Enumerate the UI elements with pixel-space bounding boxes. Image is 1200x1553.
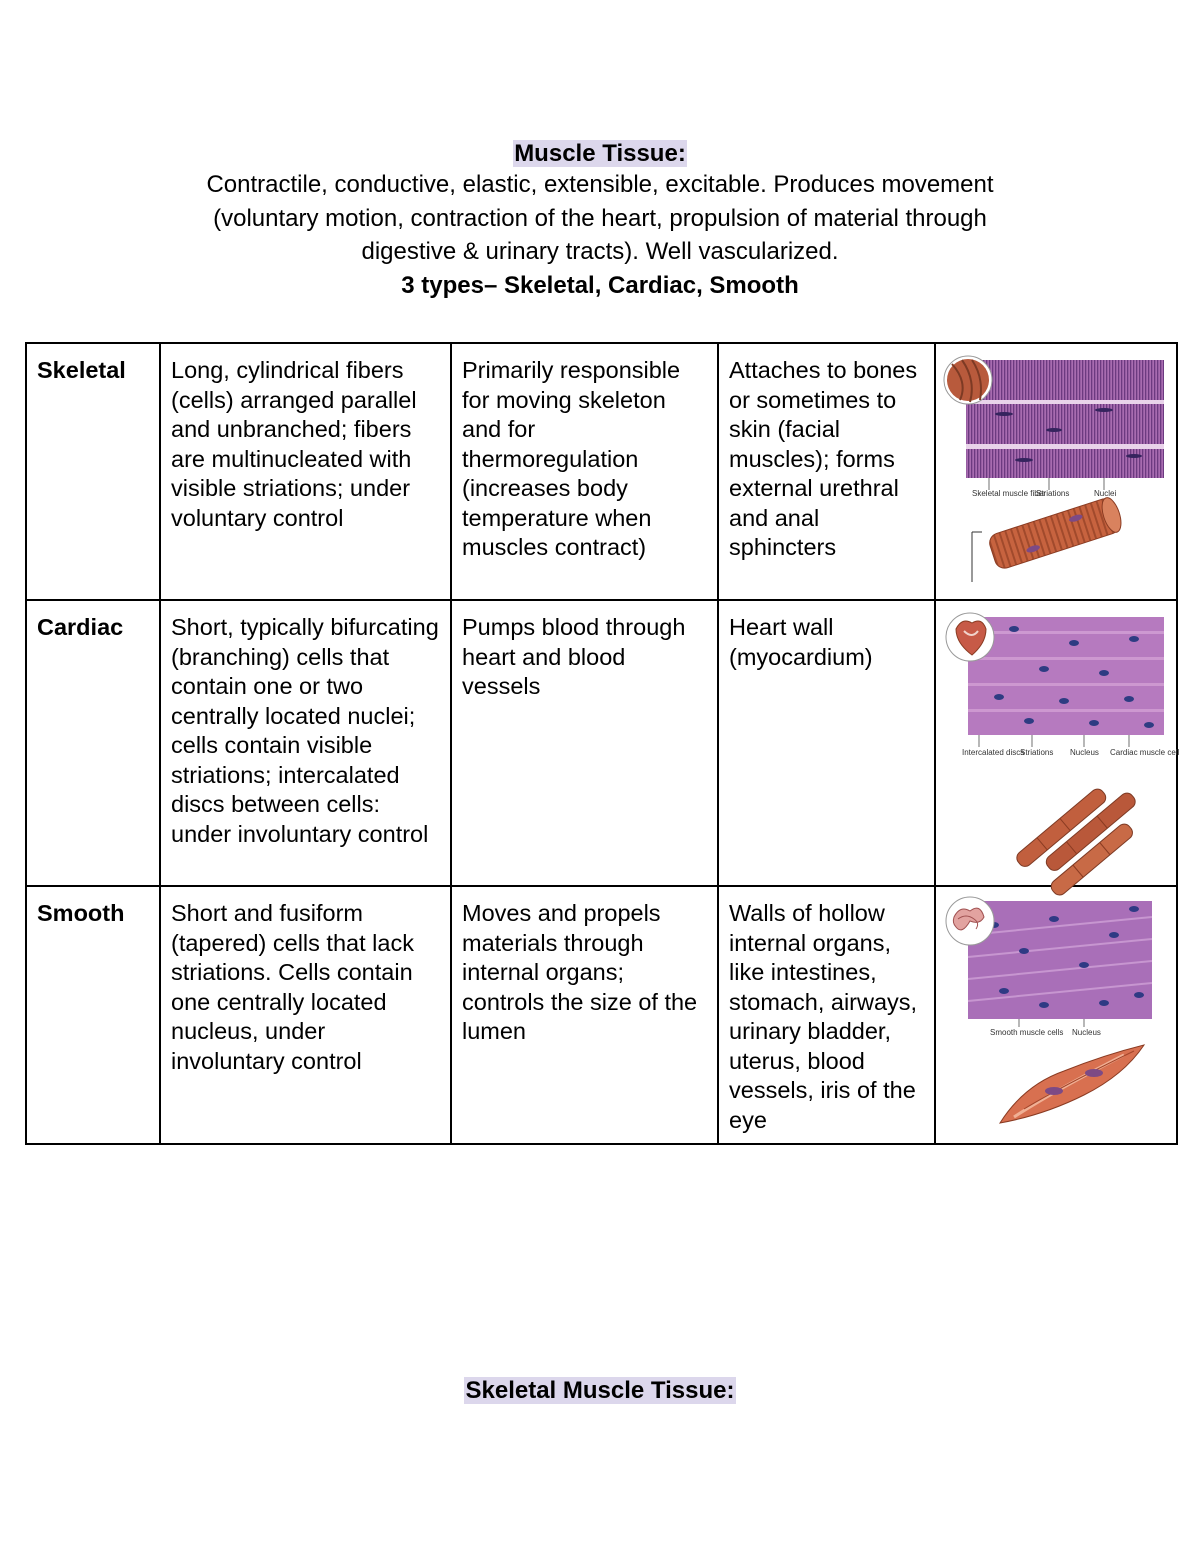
location-cell: Attaches to bones or sometimes to skin (facial muscles); forms external urethral and anal sphincters (718, 343, 935, 600)
description-cell: Long, cylindrical fibers (cells) arranged parallel and unbranched; fibers are multinucleated with visible striations; under voluntary control (160, 343, 451, 600)
image-label: Skeletal muscle fiber (972, 489, 1046, 498)
image-label: Smooth muscle cells (990, 1028, 1064, 1037)
image-cell (935, 343, 1177, 600)
types-summary: 3 types– Skeletal, Cardiac, Smooth (401, 271, 799, 299)
section-title: Skeletal Muscle Tissue: (465, 1377, 735, 1404)
table-row (26, 886, 1177, 1144)
image-label: Intercalated discs (962, 748, 1025, 757)
location-cell: Heart wall (myocardium) (718, 600, 935, 886)
muscle-type-cell: Smooth (26, 886, 160, 1144)
function-cell: Moves and propels materials through internal organs; controls the size of the lumen (451, 886, 718, 1144)
intro-text (150, 168, 1050, 269)
image-label: Nuclei (1094, 489, 1117, 498)
muscle-types-table (25, 342, 1178, 1145)
smooth-muscle-illustration (944, 895, 1166, 1131)
description-cell: Short, typically bifurcating (branching) cells that contain one or two centrally located nuclei; cells contain visible striations; intercalated discs between cells: under involuntary control (160, 600, 451, 886)
skeletal-muscle-illustration (944, 352, 1166, 588)
muscle-type-cell: Skeletal (26, 343, 160, 600)
page-title: Muscle Tissue: (514, 140, 686, 167)
cardiac-muscle-illustration (944, 609, 1180, 873)
function-cell: Primarily responsible for moving skeleton and for thermoregulation (increases body temperature when muscles contract) (451, 343, 718, 600)
intro-line: digestive & urinary tracts). Well vascularized. (361, 238, 839, 265)
section-header (0, 1377, 1200, 1405)
intro-line: Contractile, conductive, elastic, extensible, excitable. Produces movement (206, 171, 994, 198)
image-label: Striations (1020, 748, 1054, 757)
image-cell (935, 886, 1177, 1144)
table-row (26, 600, 1177, 886)
image-label: Nucleus (1072, 1028, 1101, 1037)
muscle-type-cell: Cardiac (26, 600, 160, 886)
image-label: Striations (1036, 489, 1070, 498)
page-header (0, 140, 1200, 302)
function-cell: Pumps blood through heart and blood vessels (451, 600, 718, 886)
image-label: Cardiac muscle cell (1110, 748, 1180, 757)
intro-line: (voluntary motion, contraction of the heart, propulsion of material through (213, 204, 987, 232)
image-cell (935, 600, 1180, 886)
description-cell: Short and fusiform (tapered) cells that lack striations. Cells contain one centrally located nucleus, under involuntary control (160, 886, 451, 1144)
table-row (26, 343, 1177, 600)
location-cell: Walls of hollow internal organs, like intestines, stomach, airways, urinary bladder, uterus, blood vessels, iris of the eye (718, 886, 935, 1144)
image-label: Nucleus (1070, 748, 1099, 757)
